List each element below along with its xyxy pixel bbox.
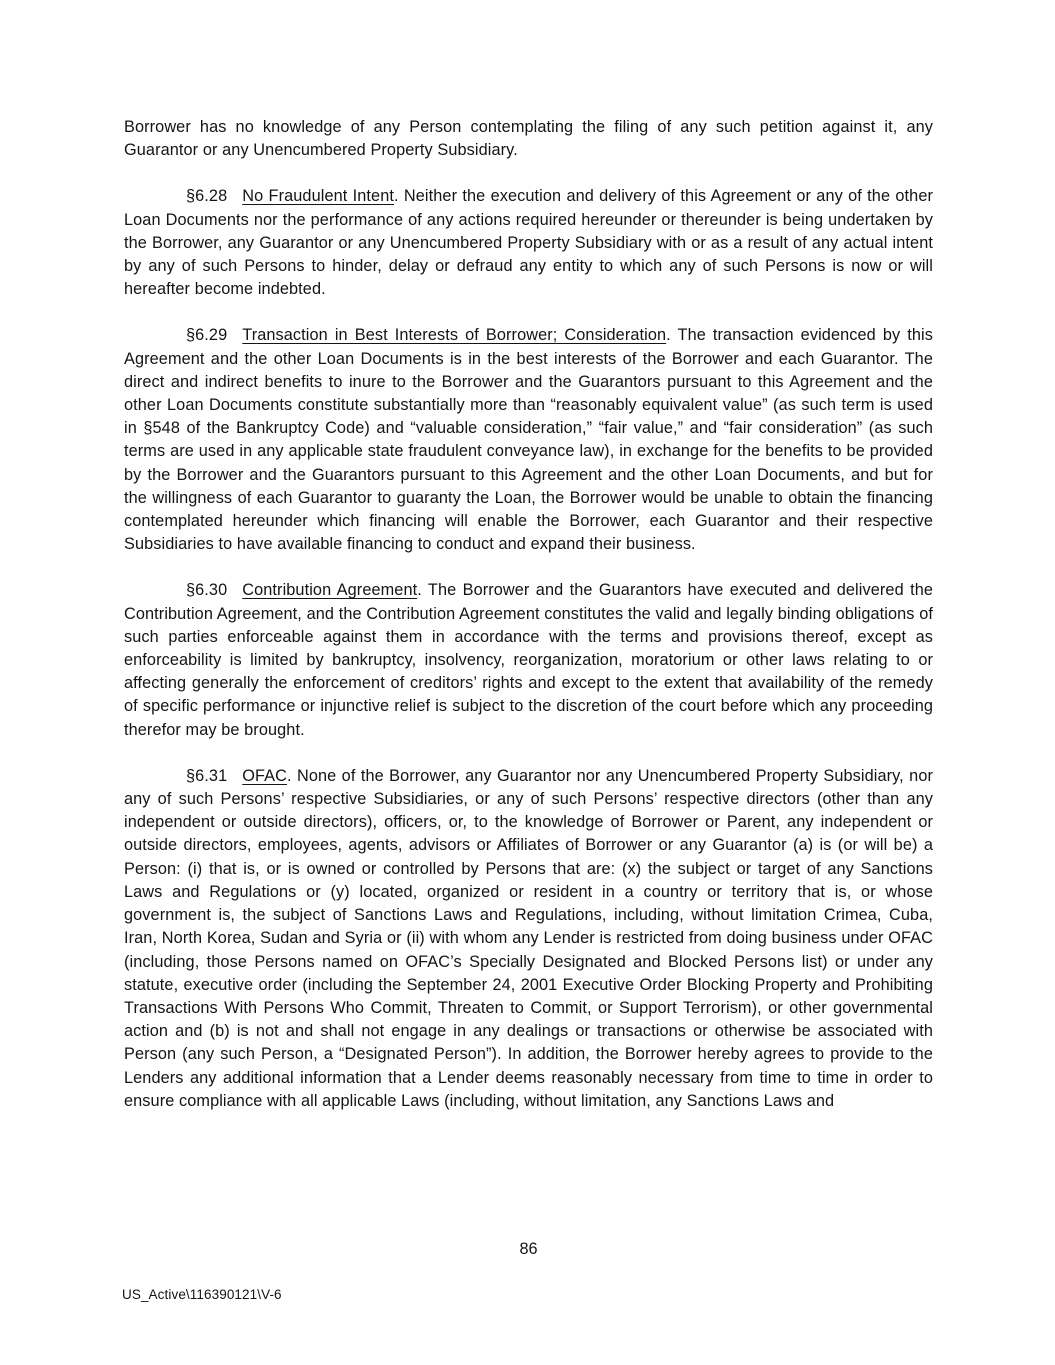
document-body xyxy=(124,116,933,1136)
section-body-text: . The transaction evidenced by this Agreement and the other Loan Documents is in the best interests of the Borrower and each Guarantor. The direct and indirect benefits to inure to the Borrower and the Guarantors pursuant to this Agreement and the other Loan Documents constitute substantially more than “reasonably equivalent value” (as such term is used in §548 of the Bankruptcy Code) and “valuable consideration,” “fair value,” and “fair consideration” (as such terms are used in any applicable state fraudulent conveyance law), in exchange for the benefits to be provided by the Borrower and the Guarantors pursuant to this Agreement and the other Loan Documents, and but for the willingness of each Guarantor to guaranty the Loan, the Borrower would be unable to obtain the financing contemplated hereunder which financing will enable the Borrower, each Guarantor and their respective Subsidiaries to have available financing to conduct and expand their business. xyxy=(124,326,933,554)
section-body-text: . None of the Borrower, any Guarantor nor any Unencumbered Property Subsidiary, nor any of such Persons’ respective Subsidiaries, or any of such Persons’ respective directors (other than any independent or outside directors), officers, or, to the knowledge of Borrower or Parent, any independent or outside directors, employees, agents, advisors or Affiliates of Borrower or any Guarantor (a) is (or will be) a Person: (i) that is, or is owned or controlled by Persons that are: (x) the subject or target of any Sanctions Laws and Regulations or (y) located, organized or resident in a country or territory that is, or whose government is, the subject of Sanctions Laws and Regulations, including, without limitation Crimea, Cuba, Iran, North Korea, Sudan and Syria or (ii) with whom any Lender is restricted from doing business under OFAC (including, those Persons named on OFAC’s Specially Designated and Blocked Persons list) or under any statute, executive order (including the September 24, 2001 Executive Order Blocking Property and Prohibiting Transactions With Persons Who Commit, Threaten to Commit, or Support Terrorism), or other governmental action and (b) is not and shall not engage in any dealings or transactions or otherwise be associated with Person (any such Person, a “Designated Person”). In addition, the Borrower hereby agrees to provide to the Lenders any additional information that a Lender deems reasonably necessary from time to time in order to ensure compliance with all applicable Laws (including, without limitation, any Sanctions Laws and xyxy=(124,766,933,1110)
section-heading: OFAC xyxy=(242,766,287,785)
section-heading: Contribution Agreement xyxy=(242,581,418,600)
section-number: §6.31 xyxy=(186,766,228,785)
section-6-30 xyxy=(124,579,933,741)
page-number: 86 xyxy=(519,1240,538,1258)
section-6-31 xyxy=(124,765,933,1113)
section-number: §6.29 xyxy=(186,326,228,345)
section-body-text: . Neither the execution and delivery of this Agreement or any of the other Loan Documents nor the performance of any actions required hereunder or thereunder is being undertaken by the Borrower, any Guarantor or any Unencumbered Property Subsidiary with or as a result of any actual intent by any of such Persons to hinder, delay or defraud any entity to which any of such Persons is now or will hereafter become indebted. xyxy=(124,187,934,299)
section-number: §6.30 xyxy=(186,581,228,600)
paragraph-continuation: Borrower has no knowledge of any Person contemplating the filing of any such petition against it, any Guarantor or any Unencumbered Property Subsidiary. xyxy=(124,118,933,160)
section-body-text: . The Borrower and the Guarantors have executed and delivered the Contribution Agreement, and the Contribution Agreement constitutes the valid and legally binding obligations of such parties enforceable against them in accordance with the terms and provisions thereof, except as enforceability is limited by bankruptcy, insolvency, reorganization, moratorium or other laws relating to or affecting generally the enforcement of creditors’ rights and except to the extent that availability of the remedy of specific performance or injunctive relief is subject to the discretion of the court before which any proceeding therefor may be brought. xyxy=(124,581,933,739)
section-6-29 xyxy=(124,324,933,556)
footer-doc-id: US_Active\116390121\V-6 xyxy=(122,1287,282,1302)
section-heading: Transaction in Best Interests of Borrower; Consideration xyxy=(242,326,667,345)
section-number: §6.28 xyxy=(186,187,228,206)
section-heading: No Fraudulent Intent xyxy=(242,187,394,206)
section-6-28 xyxy=(124,185,933,301)
